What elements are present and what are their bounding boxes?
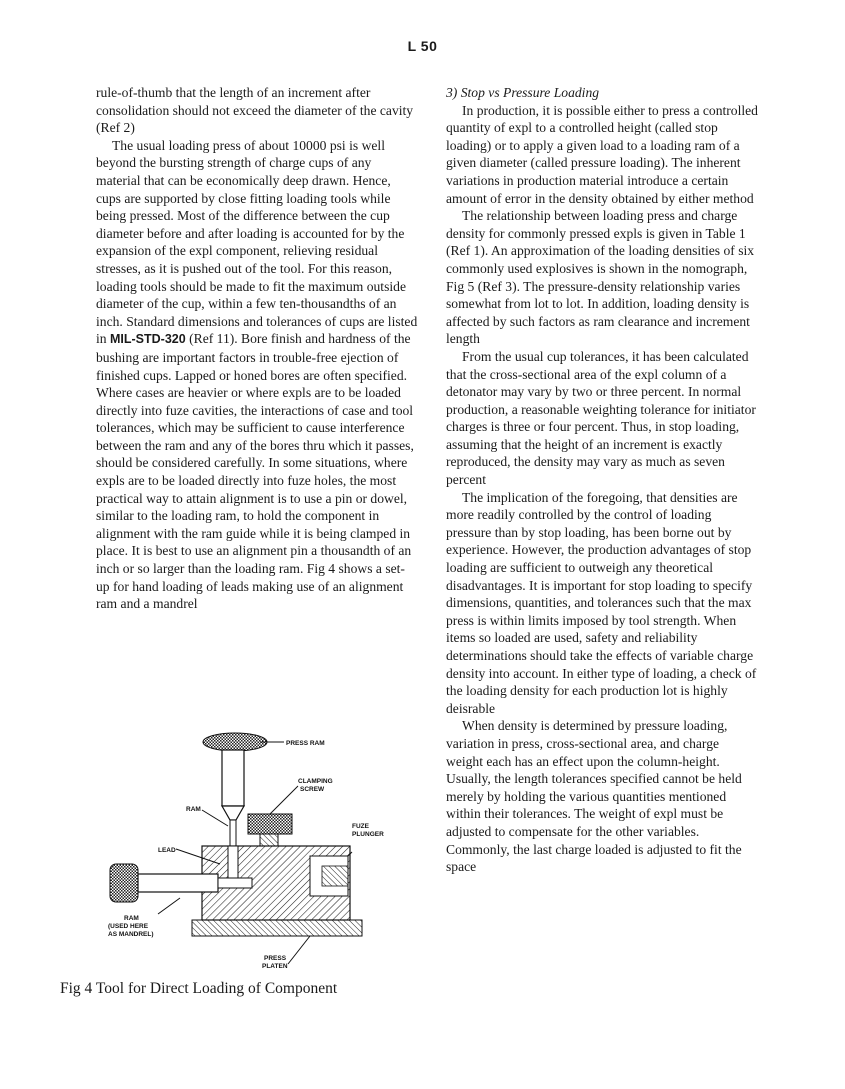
label-lead: LEAD xyxy=(158,847,176,854)
label-fuze-line2: PLUNGER xyxy=(352,831,384,838)
mandrel-leader xyxy=(158,898,180,914)
right-paragraph-2: The relationship between loading press and charge density for commonly pressed expls is given in Table 1 (Ref 1). An approximation of the loading densities of six commonly used explosives is shown in the nomograph, Fig 5 (Ref 3). The pressure-density relationship varies somewhat from lot to lot. In addition, loading density is affected by such factors as ram clearance and increment length xyxy=(446,208,755,347)
press-platen xyxy=(192,920,362,936)
ram-leader xyxy=(202,810,228,826)
press-ram-tip xyxy=(222,806,244,820)
mandrel-tip xyxy=(218,878,252,888)
left-paragraph-2-continued: (Ref 11). Bore finish and hardness of the bushing are important factors in trouble-free ejection of finished cups. Lapped or honed bores are often specified. Where cases are heavier or where expls are to be loaded directly into fuze cavities, the interactions of case and tool tolerances, which may be sufficient to cause interference between the ram and any of the bores thru which it passes, should be considered carefully. In some situations, where expls are to be loaded directly into fuze holes, the most practical way to attain alignment is to use a pin or dowel, similar to the loading ram, to hold the component in alignment with the ram guide while it is being clamped in place. It is best to use an alignment pin a thousandth of an inch or so larger than the loading ram. Fig 4 shows a set-up for hand loading of leads making use of an alignment ram and a mandrel xyxy=(96,331,414,612)
label-clamping-line1: CLAMPING xyxy=(298,778,333,785)
right-column xyxy=(446,84,758,876)
label-clamping-line2: SCREW xyxy=(300,786,325,793)
mandrel-handle xyxy=(110,864,138,902)
label-mandrel-line3: AS MANDREL) xyxy=(108,931,154,938)
left-paragraph-2 xyxy=(96,137,418,613)
clamping-screw xyxy=(248,814,292,834)
right-paragraph-1: In production, it is possible either to press a controlled quantity of expl to a controlled height (called stop loading) or to apply a given load to a loading ram of a given diameter (called pressure loading). The inherent variations in production material introduce a certain amount of error in the density obtained by either method xyxy=(446,102,758,206)
left-paragraph-2-text: The usual loading press of about 10000 psi is well beyond the bursting strength of charge cups of any material that can be economically deep drawn. Hence, cups are supported by close fitting loading tools while being pressed. Most of the difference between the cup diameter before and after loading is accounted for by the expansion of the expl component, relieving residual stresses, as it is pushed out of the tool. For this reason, loading tools should be made to fit the maximum outside diameter of the cup, within a few ten-thousandths of an inch. Standard dimensions and tolerances of cups are listed in xyxy=(96,137,418,347)
page-number: L 50 xyxy=(407,38,438,54)
left-column xyxy=(96,84,418,613)
standard-reference: MIL-STD-320 xyxy=(109,332,186,347)
fuze-plunger-core xyxy=(322,866,348,886)
press-ram-head xyxy=(203,733,267,751)
label-mandrel-line2: (USED HERE xyxy=(108,923,149,930)
right-paragraph-3: From the usual cup tolerances, it has been calculated that the cross-sectional area of the expl column of a detonator may vary by two or three percent. In normal production, a reasonable weighting tolerance for initiator charges is three or four percent. Thus, in stop loading, assuming that the height of an increment is exactly reproduced, the density may vary as much as seven percent xyxy=(446,348,756,488)
section-heading: 3) Stop vs Pressure Loading xyxy=(446,85,600,100)
label-ram: RAM xyxy=(186,806,201,813)
label-press-ram: PRESS RAM xyxy=(286,740,325,747)
figure-4-diagram xyxy=(100,728,410,978)
press-ram-stem xyxy=(222,750,244,806)
label-platen-line1: PRESS xyxy=(264,955,287,962)
left-paragraph-1: rule-of-thumb that the length of an increment after consolidation should not exceed the diameter of the cavity (Ref 2) xyxy=(96,85,414,136)
clamping-leader xyxy=(270,786,298,814)
right-paragraph-4: The implication of the foregoing, that densities are more readily controlled by the control of loading pressure than by stop loading, has been borne out by experience. However, the production advantages of stop loading are sufficient to outweigh any theoretical disadvantages. It is important for stop loading to specify dimensions, quantities, and tolerances such that the max press is within limits imposed by tool strength. When items so loaded are used, safety and reliability determinations should take the effects of variable charge density into account. In either type of loading, a check of the loading density for each production lot is highly deisrable xyxy=(446,489,757,716)
label-platen-line2: PLATEN xyxy=(262,963,288,970)
tool-diagram xyxy=(100,728,410,978)
mandrel-shaft xyxy=(138,874,218,892)
clamping-screw-shank xyxy=(260,834,278,846)
label-mandrel-line1: RAM xyxy=(124,915,139,922)
right-paragraph-5: When density is determined by pressure loading, variation in press, cross-sectional area, and charge weight each has an effect upon the column-height. Usually, the length tolerances specified cannot be held merely by holding the various quantities mentioned within their tolerances. The weight of expl must be adjusted to compensate for the other variables. Commonly, the last charge loaded is adjusted to fit the space xyxy=(446,718,742,875)
platen-leader xyxy=(288,936,310,964)
label-fuze-line1: FUZE xyxy=(352,823,369,830)
figure-caption: Fig 4 Tool for Direct Loading of Component xyxy=(60,980,338,997)
